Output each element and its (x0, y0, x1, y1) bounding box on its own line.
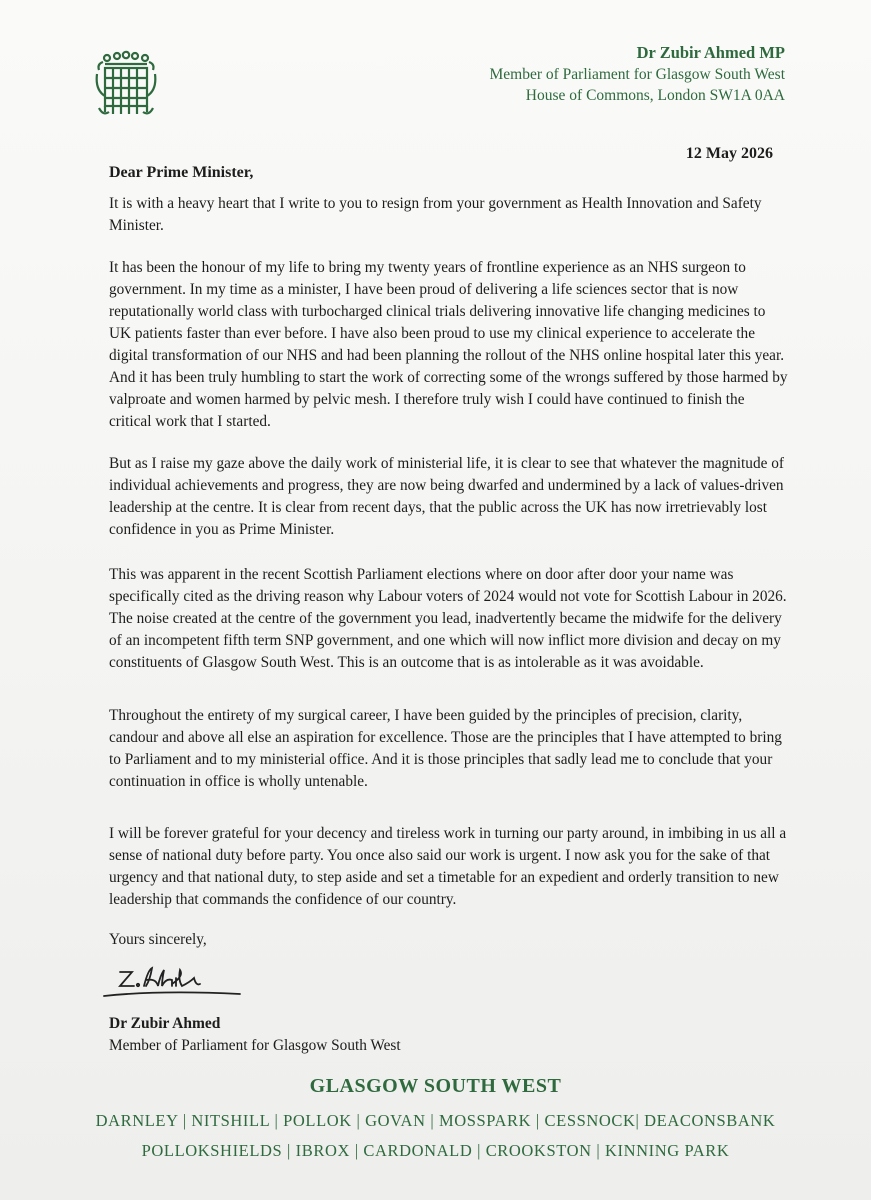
signatory-role: Member of Parliament for Glasgow South West (109, 1037, 401, 1054)
footer-areas-line1: DARNLEY | NITSHILL | POLLOK | GOVAN | MOSSPARK | CESSNOCK| DEACONSBANK (95, 1111, 776, 1130)
footer-areas-line2: POLLOKSHIELDS | IBROX | CARDONALD | CROOKSTON | KINNING PARK (141, 1141, 730, 1160)
mp-name: Dr Zubir Ahmed MP (636, 43, 785, 62)
paragraph: Throughout the entirety of my surgical career, I have been guided by the principles of precision, clarity, candour and above all else an aspiration for excellence. Those are the principles that I have attempted to bring to Parliament and to my ministerial office. And it is those principles that sadly lead me to conclude that your continuation in office is wholly untenable. (109, 707, 782, 790)
letter-date: 12 May 2026 (685, 145, 773, 162)
paragraph: It is with a heavy heart that I write to you to resign from your government as Health Innovation and Safety Minister. (109, 195, 762, 234)
paragraph: It has been the honour of my life to bring my twenty years of frontline experience as an NHS surgeon to government. In my time as a minister, I have been proud of delivering a life sciences sector that is now reputationally world class with turbocharged clinical trials delivering innovative life changing medicines to UK patients faster than ever before. I have also been proud to use my clinical experience to accelerate the digital transformation of our NHS and had been planning the rollout of the NHS online hospital later this year. And it has been truly humbling to start the work of correcting some of the wrongs suffered by those harmed by valproate and women harmed by pelvic mesh. I therefore truly wish I could have continued to finish the critical work that I started. (109, 259, 788, 430)
signatory-name: Dr Zubir Ahmed (109, 1015, 221, 1032)
mp-constituency: Member of Parliament for Glasgow South West (489, 66, 785, 83)
closing: Yours sincerely, (109, 931, 207, 948)
portcullis-icon (95, 50, 157, 122)
salutation: Dear Prime Minister, (109, 164, 254, 181)
letterhead (490, 42, 786, 106)
footer-constituency: GLASGOW SOUTH WEST (309, 1075, 562, 1097)
mp-address: House of Commons, London SW1A 0AA (525, 87, 785, 104)
handwritten-signature (100, 958, 250, 1004)
paragraph: But as I raise my gaze above the daily work of ministerial life, it is clear to see that whatever the magnitude of individual achievements and progress, they are now being dwarfed and undermined by a lack of values-driven leadership at the centre. It is clear from recent days, that the public across the UK has now irretrievably lost confidence in you as Prime Minister. (109, 455, 784, 538)
paragraph: This was apparent in the recent Scottish Parliament elections where on door after door your name was specifically cited as the driving reason why Labour voters of 2024 would not vote for Scottish Labour in 2026. The noise created at the centre of the government you lead, inadvertently became the midwife for the delivery of an incompetent fifth term SNP government, and one which will now inflict more division and decay on my constituents of Glasgow South West. This is an outcome that is as intolerable as it was avoidable. (109, 566, 787, 671)
paragraph: I will be forever grateful for your decency and tireless work in turning our party around, in imbibing in us all a sense of national duty before party. You once also said our work is urgent. I now ask you for the sake of that urgency and that national duty, to step aside and set a timetable for an expedient and orderly transition to new leadership that commands the confidence of our country. (109, 825, 787, 908)
